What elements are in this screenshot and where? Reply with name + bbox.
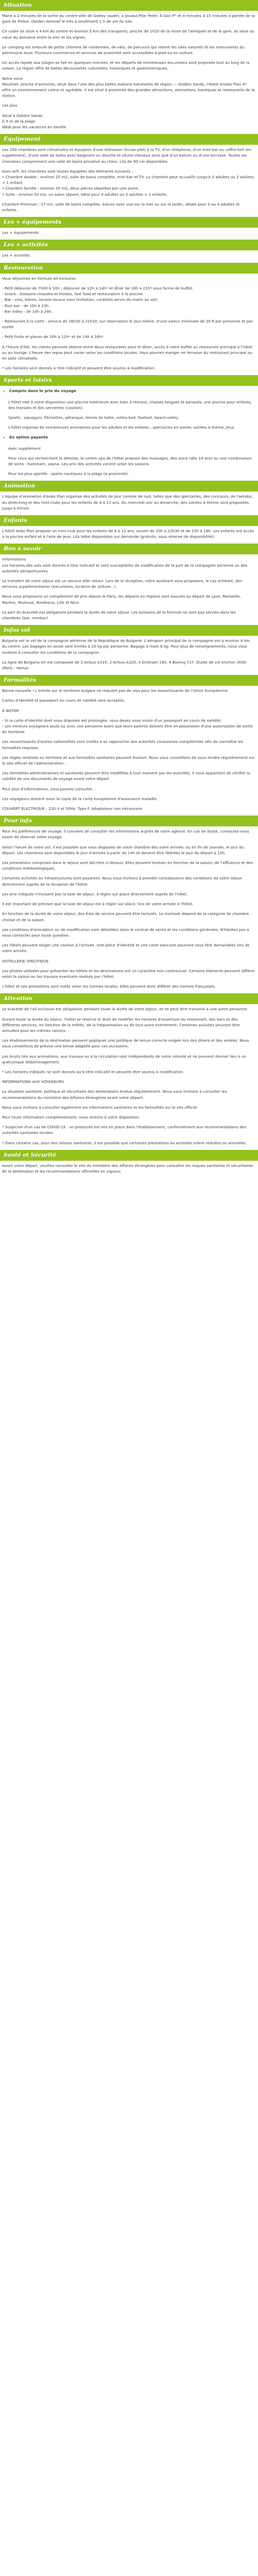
attention-label: INFORMATIONS AUX VOYAGEURS [2, 1079, 64, 1084]
section-header-plus-activities: Les + activités [0, 240, 258, 250]
attention-text-7: La situation sanitaire, politique et sécuritaire des destinations évolue régulièrement. Nous vous invitons à consulter les recommandations du ministère des Affaires étrangères avant votre départ. [2, 1089, 227, 1100]
bonasavoir-text-2: Le transfert de votre séjour est un service aller retour. Lors de la réception, votre assistant vous proposera, le cas échéant, des services supplémentaires (excursions, location de voiture...). [2, 578, 243, 589]
section-sports [0, 388, 258, 477]
section-formalites [0, 688, 258, 811]
restauration-text-4: - Petit fruits et glaces de 10h à 11h* et de 14h à 16h*. [2, 334, 105, 340]
formalites-text-6: Les règles relatives au territoire et aux formalités sanitaires peuvent évoluer. Nous vous conseillons de vous rendre régulièrement sur le site officiel de l'administration : [2, 755, 255, 766]
sports-paid-text-2: Pour ceux qui recherchent la détente, le centre spa de l'hôtel propose des massages, des soins (dès 14 ans) ou une combinaison de soins : hammam, sauna. Les prix des activités varient selon les saisons. [8, 455, 252, 466]
section-situation [0, 13, 258, 130]
pour-info-text-12: L'hôtel et ses prestations sont notés selon les normes locales. Elles peuvent donc différer des normes françaises. [2, 984, 216, 989]
section-header-bon-a-savoir: Bon à savoir [0, 544, 258, 554]
section-header-equipment: Équipement [0, 134, 258, 145]
section-header-formalites: Formalités [0, 675, 258, 686]
attention-text-5: * Les horaires indiqués ne sont donnés qu'à titre indicatif et peuvent être soumis à modification. [2, 1069, 184, 1074]
attention-text-4: Les bruits liés aux animations, aux travaux ou à la circulation sont indépendants de notre volonté et ne peuvent donner lieu à un quelconque dédommagement. [2, 1054, 246, 1064]
section-animation [0, 494, 258, 511]
equipment-text-2: Avec wifi, les chambres sont toutes équipées des éléments suivants : • Chambre double : environ 25 m2, salle de bains complète, mini-bar et TV. La chambre peut accueillir jusqu'à 3 adultes ou 2 adultes + 1 enfant. • Chambre famille : environ 35 m2, deux pièces séparées par une porte. • Suite : environ 50 m2, un salon séparé, idéal pour 4 adultes ou 2 adultes + 2 enfants. [2, 168, 254, 197]
infos-vol-text-2: La ligne de Bulgaria Air est composée de 3 Airbus A319, 2 Airbus A320, 4 Embraer 190, 4 Boeing 737. Durée de vol environ 3h00 (Paris - Varna). [2, 659, 247, 671]
sports-list-2 [2, 434, 255, 440]
situation-plus-head: Les plus [2, 103, 18, 108]
infos-vol-text-1: Bulgarie est le vol de la compagnie aérienne de la République de Bulgarie. L'aéroport principal de la compagnie est à environ 4 km du centre. Les bagages en soute sont limités à 20 kg par personne. Bagage à main 8 kg. Pour plus de renseignements, nous vous invitons à consulter les conditions de la compagnie. [2, 638, 250, 655]
bonasavoir-text-4: Le port du bracelet est obligatoire pendant la durée de votre séjour. Les boissons de la formule ne sont pas servies dans les chambres (bar, minibar). [2, 609, 236, 620]
section-attention [0, 1006, 258, 1145]
page [0, 0, 258, 1174]
plus-activities-text: Les + activités [2, 253, 30, 258]
restauration-text-2: - Petit déjeuner de 7h00 à 10h ; déjeuner de 12h à 14h* et dîner de 18h à 21h* sous forme de buffet. - Snack : boissons chaudes et froides, fast food et restauration à la piscine. - Bar : vins, bières, alcools locaux sans limitation, cocktails servis du matin au soir. - Pool bar : de 10h à 23h. - Bar lobby : de 10h à 24h. [2, 285, 194, 314]
pour-info-text-4: Certaines activités ou infrastructures sont payantes. Nous vous invitons à prendre connaissance des conditions de votre séjour directement auprès de la réception de l'hôtel. [2, 876, 242, 887]
section-header-situation: Situation [0, 0, 258, 11]
section-bon-a-savoir [0, 556, 258, 621]
formalites-text-2: Cartes d'identité et passeport en cours de validité sont acceptés. [2, 698, 125, 703]
situation-plus-list: Situé à Golden Sands À 5 m de la plage Idéal pour les vacances en famille [2, 113, 67, 130]
sports-paid-text-3: Pour les plus sportifs : sports nautiques à la plage (à proximité). [8, 471, 129, 477]
sports-included-item [9, 388, 255, 394]
attention-text-11: * Dans certains cas, pour des raisons sanitaires, il est possible que certaines prestations ou activités soient réduites ou annulées. [2, 1140, 247, 1145]
section-plus-activities [0, 252, 258, 258]
attention-text-1: Le bracelet de l'all inclusive est obligatoire pendant toute la durée de votre séjour, et ne peut être transmis à une autre personne. [2, 1007, 248, 1012]
attention-text-3: Les établissements de la destination peuvent appliquer une politique de tenue correcte exigée lors des dîners et des soirées. Nous vous conseillons de prévoir une tenue adaptée pour ces occasions. [2, 1038, 249, 1049]
section-enfants [0, 528, 258, 539]
formalites-text-7: Les formalités administratives et sanitaires peuvent être modifiées à tout moment par les autorités. Il vous appartient de vérifier la validité de vos documents de voyage avant votre départ. [2, 771, 250, 782]
section-pour-info [0, 828, 258, 989]
sports-paid-title: En option payante [9, 435, 48, 440]
pour-info-text-6: Il est important de préciser que la taxe de séjour est à régler sur place, lors de votre arrivée à l'hôtel. [2, 902, 194, 907]
situation-text-5: Notre zone Moulinet, proche d'armoires, situé dans l'une des plus belles stations balnéaires de région — Golden Sands, l'Hotel Ansiko Plan 4* offre un environnement calme et agréable. Il est situé à proximité des grandes attractions, animations, boutiques et restaurants de la station. [2, 76, 255, 98]
restauration-text-1: Vous séjournez en formule All Inclusive. [2, 276, 77, 281]
pour-info-text-7: En fonction de la durée de votre séjour, des frais de service peuvent être facturés. Le montant dépend de la catégorie de chambre choisie et de la saison. [2, 911, 249, 922]
sports-list [2, 388, 255, 394]
section-header-sports: Sports et loisirs [0, 375, 258, 386]
section-plus-equipment [0, 230, 258, 235]
attention-text-9: Pour toute information complémentaire, nous restons à votre disposition. [2, 1114, 140, 1120]
sports-included-text-3: L'hôtel organise de nombreuses animations pour les adultes et les enfants : spectacles en soirée, soirées à thème, jeux. [8, 425, 235, 430]
situation-text-1: Mane à 2 minutes de la sortie du centre-ville de Godoy (aude), à Jouasa Pilar Pelet: Â Gan P° et 4 minutes à 15 minutes à portée de la gare de Pinkar. Golden Aeronef le trés à seulement 1 h de vol du site. [2, 13, 255, 24]
section-sante [0, 1163, 258, 1174]
section-header-attention: Attention [0, 993, 258, 1004]
section-header-pour-info: Pour info [0, 816, 258, 826]
formalites-text-10: COUVERT ÉLECTRIQUE : 230 V et 50Hz. Type F. Adaptateur non nécessaire. [2, 806, 143, 811]
formalites-note-label: À NOTER [2, 708, 19, 713]
bonasavoir-text-3: Nous vous proposons un complément de prix depuis le Paris, les départs en régions sont assurés au départ de Lyon, Marseille, Nantes, Toulouse, Bordeaux, Lille et Nice. [2, 594, 241, 605]
sports-included-text-1: L'hôtel met à votre disposition une piscine extérieure avec bain à remous, chaises longues et parasols, une piscine pour enfants, des transats et des serviettes (caution). [8, 399, 252, 410]
situation-text-4: Un accès rapide aux plages se fait en quelques minutes, et les départs de nombreuses excursions sont proposés tout au long de la saison. La région offre de belles découvertes culturelles, historiques et gastronomiques. [2, 60, 250, 71]
pour-info-text-8: Les conditions d'annulation ou de modification sont détaillées dans le contrat de vente et les conditions générales. N'hésitez pas à nous contacter pour toute question. [2, 927, 249, 938]
formalites-text-8: Pour plus d'informations, vous pouvez consulter : [2, 786, 95, 791]
pour-info-text-5: Les prix indiqués n'incluent pas la taxe de séjour, à régler sur place directement auprès de l'hôtel. [2, 891, 188, 896]
pour-info-text-2: Selon l'heure de votre vol, il est possible que vous disposiez de votre chambre dès votre arrivée, ou en fin de journée, le jour du départ. Les chambres sont disponibles le jour d'arrivée à partir de 14h et doivent être libérées le jour du départ à 12h. [2, 844, 244, 855]
plus-equipment-text: Les + équipements [2, 230, 39, 235]
animation-text: L'équipe d'animation d'Anko Plan organise des activités de jour comme de nuit, telles que des spectacles, des concours, de l'aérobic, du stretching et des mini-clubs pour les enfants de 4 à 12 ans. Du mercredi soir au dimanche, des soirées à thème sont proposées jusqu'à minuit. [2, 494, 254, 511]
pour-info-label: HOTELLERIE SPECIFIQUE [2, 958, 49, 963]
section-restauration [0, 276, 258, 371]
restauration-text-6: * Les horaires sont donnés à titre indicatif et peuvent être soumis à modification. [2, 366, 155, 371]
formalites-text-9: Les voyageurs doivent avoir la copie de la carte européenne d'assurance maladie. [2, 796, 158, 801]
situation-text-3: Le camping est entouré de petits chemins de randonnée, de vélo, de parcours qui relient les sites naturels et les monuments du patrimoine local. Plusieurs commerces et services de proximité sont accessibles à pied ou en voiture. [2, 44, 245, 56]
section-header-infos-vol: Infos vol [0, 625, 258, 636]
equipment-text-3: Chambre Premium : 27 m2, salle de bains complète, balcon avec vue sur la mer ou sur le jardin, idéale pour 2 ou 4 adultes et enfants. [2, 201, 240, 213]
sports-paid-text-1: Avec supplément [8, 446, 41, 451]
sports-included-text-2: Sports : aquagym, fléchettes, pétanque, tennis de table, volley-ball, football, beach-volley. [8, 415, 179, 420]
bonasavoir-text-1: Informations Les horaires des vols sont donnés à titre indicatif et sont susceptibles de modification de la part de la compagnie aérienne ou des autorités aéroportuaires. [2, 557, 248, 573]
situation-text-2: Ce cadre se situe à 4 km du centre et environ 5 km des transports, proche de 1h20 de la route de l'aéroport et de la gare, se situe au cœur du domaine entre la mer et les vignes. [2, 29, 254, 40]
formalites-text-5: Les ressortissants d'autres nationalités sont invités à se rapprocher des autorités consulaires compétentes afin de connaître les formalités requises. [2, 739, 244, 750]
attention-text-2: Durant toute la durée du séjour, l'hôtel se réserve le droit de modifier les horaires d'ouverture du restaurant, des bars et des différents services, en fonction de la météo, de la fréquentation ou de tout autre événement. Certaines activités peuvent être annulées pour les mêmes raisons. [2, 1016, 240, 1033]
section-header-enfants: Enfants [0, 515, 258, 526]
section-header-sante: Santé et Sécurité [0, 1150, 258, 1161]
section-equipment [0, 147, 258, 213]
section-header-plus-equipment: Les + équipements [0, 217, 258, 228]
attention-text-8: Nous vous invitons à consulter également les informations sanitaires et les formalités sur le site officiel. [2, 1105, 199, 1110]
pour-info-text-1: Pour les préférences de voyage, il convient de consulter les informations auprès de votre agence. En cas de doute, contactez-nous avant de réserver votre voyage. [2, 829, 249, 840]
formalites-text-1: Bonne nouvelle ! L'entrée sur le territoire bulgare ne requiert pas de visa pour les ressortissants de l'Union Européenne. [2, 688, 229, 693]
section-infos-vol [0, 638, 258, 671]
sports-paid-item [9, 434, 255, 440]
formalites-text-4: - Si la carte d'identité dont vous disposez est prolongée, vous devez vous munir d'un passeport en cours de validité. - Les mineurs voyageant seuls ou avec une personne autre que leurs parents doivent être en possession d'une autorisation de sortie du territoire. [2, 718, 253, 735]
pour-info-text-11: Les photos utilisées pour présenter les hôtels et les destinations ont un caractère non contractuel. Certains éléments peuvent différer selon la saison ou les travaux éventuels réalisés par l'hôtel. [2, 968, 255, 979]
section-header-restauration: Restauration [0, 263, 258, 274]
attention-text-10: * Suspicion d'un cas de COVID-19 : un protocole est mis en place dans l'établissement, conformément aux recommandations des autorités sanitaires locales. [2, 1125, 247, 1136]
restauration-text-5: À l'heure d'été, les clients peuvent obtenir entre deux restaurants pour le dîner, accès à notre buffet au restaurant principal à l'hôtel ou au lounge. L'heure des repas peut varier selon les conditions locales. Vous pourrez manger en terrasse du restaurant principal ou en salle climatisée. [2, 344, 253, 361]
sante-text: Avant votre départ, veuillez consulter le site du ministère des Affaires étrangères pour connaître les risques sanitaires et sécuritaires de la destination et les recommandations officielles en vigueur. [2, 1163, 253, 1174]
section-header-animation: Animation [0, 481, 258, 492]
restauration-text-3: - Restaurant à la carte : service de 18h30 à 21h30, sur réservation le jour même, d'une valeur minimale de 20 € par personne et par soirée. [2, 318, 253, 330]
pour-info-text-3: Les prestations comprises dans le séjour sont décrites ci-dessus. Elles peuvent évoluer en fonction de la saison, de l'affluence et des conditions météorologiques. [2, 860, 253, 871]
sports-included-title: Compris dans le prix du voyage [9, 388, 76, 394]
enfants-text: L'hôtel Anko Plan propose un mini-club pour les enfants de 4 à 12 ans, ouvert de 10h à 12h30 et de 15h à 18h. Les enfants ont accès à la piscine enfant et à l'aire de jeux. Lits bébé disponibles sur demande (gratuits, sous réserve de disponibilité). [2, 528, 254, 539]
pour-info-text-9: Les hôtels peuvent exiger une caution à l'arrivée. Une pièce d'identité et une carte bancaire pourront vous être demandées lors de votre arrivée. [2, 943, 250, 954]
equipment-text-1: Les 200 chambres sont climatisées et équipées d'une télévision (écran plat) à la TV, d'un téléphone, d'un mini-bar ou coffre-fort (en supplément), d'une salle de bains avec baignoire ou douche et sèche-cheveux ainsi que d'un balcon ou d'une terrasse. Toutes les chambres comprennent une salle de bains privative au choix. Lits de 90 cm disponibles. [2, 147, 252, 164]
